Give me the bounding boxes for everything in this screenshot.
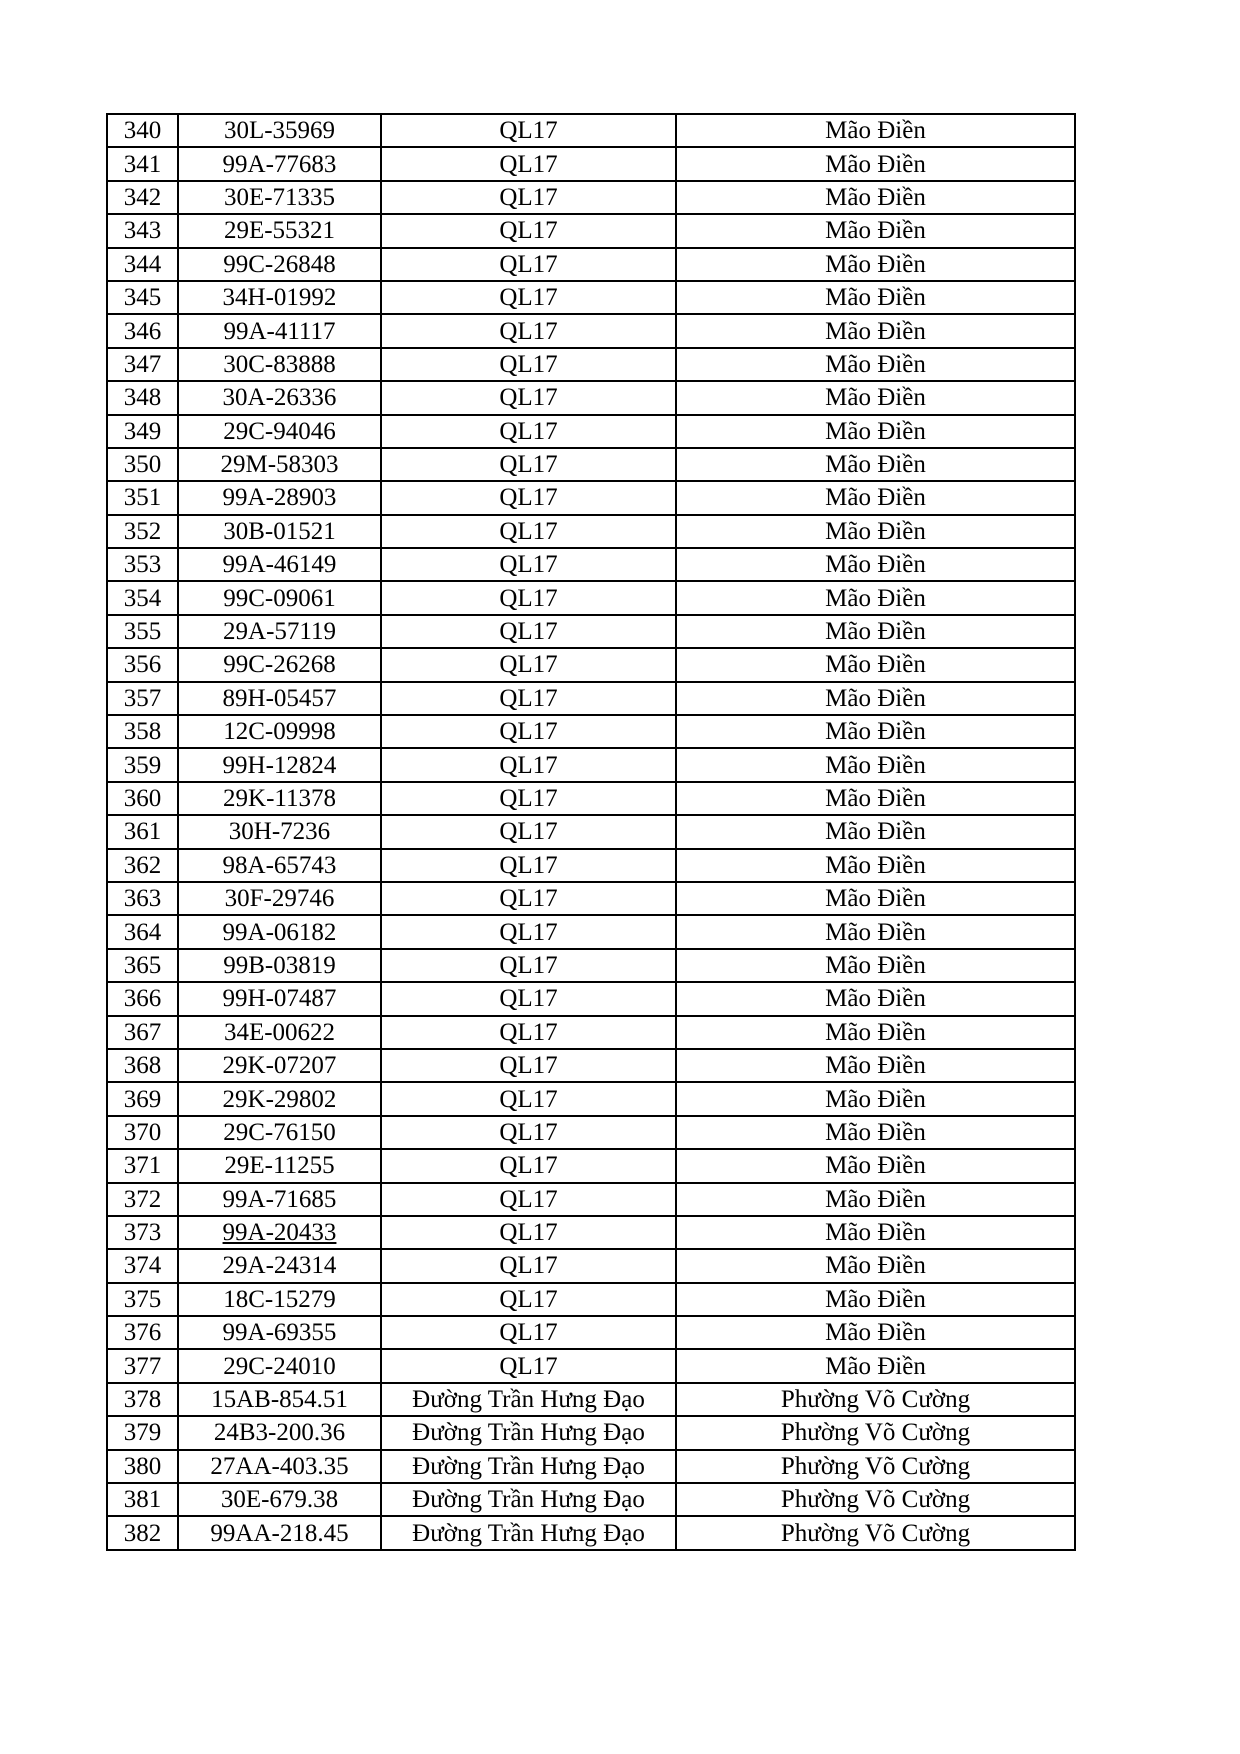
location-cell: QL17 — [381, 114, 676, 147]
ward-cell: Mão Điền — [676, 348, 1075, 381]
table-row — [107, 882, 1075, 915]
ward-cell: Mão Điền — [676, 448, 1075, 481]
row-number-cell: 342 — [107, 181, 178, 214]
license-plate-cell: 29K-11378 — [178, 782, 381, 815]
table-row — [107, 548, 1075, 581]
table-row — [107, 715, 1075, 748]
location-cell: QL17 — [381, 1216, 676, 1249]
table-row — [107, 1149, 1075, 1182]
row-number-cell: 365 — [107, 949, 178, 982]
license-plate-cell: 99B-03819 — [178, 949, 381, 982]
ward-cell: Mão Điền — [676, 915, 1075, 948]
ward-cell: Mão Điền — [676, 1216, 1075, 1249]
ward-cell: Mão Điền — [676, 715, 1075, 748]
location-cell: QL17 — [381, 581, 676, 614]
license-plate-cell: 99A-41117 — [178, 314, 381, 347]
row-number-cell: 357 — [107, 682, 178, 715]
table-row — [107, 1016, 1075, 1049]
row-number-cell: 371 — [107, 1149, 178, 1182]
license-plate-cell: 30C-83888 — [178, 348, 381, 381]
table-row — [107, 581, 1075, 614]
license-plate-cell: 30B-01521 — [178, 515, 381, 548]
license-plate-cell: 29A-57119 — [178, 615, 381, 648]
table-row — [107, 1283, 1075, 1316]
row-number-cell: 340 — [107, 114, 178, 147]
location-cell: QL17 — [381, 214, 676, 247]
license-plate-cell: 29E-55321 — [178, 214, 381, 247]
license-plate-cell: 99C-26268 — [178, 648, 381, 681]
row-number-cell: 362 — [107, 849, 178, 882]
table-row — [107, 915, 1075, 948]
ward-cell: Mão Điền — [676, 248, 1075, 281]
location-cell: QL17 — [381, 915, 676, 948]
row-number-cell: 345 — [107, 281, 178, 314]
table-row — [107, 515, 1075, 548]
ward-cell: Mão Điền — [676, 1316, 1075, 1349]
location-cell: QL17 — [381, 1349, 676, 1382]
row-number-cell: 373 — [107, 1216, 178, 1249]
row-number-cell: 375 — [107, 1283, 178, 1316]
table-body — [107, 114, 1075, 1550]
table-row — [107, 214, 1075, 247]
table-row — [107, 114, 1075, 147]
location-cell: QL17 — [381, 348, 676, 381]
ward-cell: Mão Điền — [676, 581, 1075, 614]
table-row — [107, 849, 1075, 882]
table-row — [107, 1249, 1075, 1282]
ward-cell: Mão Điền — [676, 214, 1075, 247]
table-row — [107, 682, 1075, 715]
ward-cell: Mão Điền — [676, 748, 1075, 781]
ward-cell: Mão Điền — [676, 648, 1075, 681]
location-cell: QL17 — [381, 1183, 676, 1216]
ward-cell: Mão Điền — [676, 181, 1075, 214]
license-plate-cell: 30H-7236 — [178, 815, 381, 848]
row-number-cell: 341 — [107, 147, 178, 180]
license-plate-cell: 24B3-200.36 — [178, 1416, 381, 1449]
location-cell: QL17 — [381, 147, 676, 180]
location-cell: QL17 — [381, 248, 676, 281]
table-row — [107, 1450, 1075, 1483]
location-cell: QL17 — [381, 1149, 676, 1182]
location-cell: QL17 — [381, 1116, 676, 1149]
license-plate-cell: 29E-11255 — [178, 1149, 381, 1182]
row-number-cell: 378 — [107, 1383, 178, 1416]
row-number-cell: 350 — [107, 448, 178, 481]
location-cell: QL17 — [381, 782, 676, 815]
license-plate-cell: 29C-24010 — [178, 1349, 381, 1382]
row-number-cell: 353 — [107, 548, 178, 581]
row-number-cell: 358 — [107, 715, 178, 748]
table-row — [107, 1049, 1075, 1082]
ward-cell: Mão Điền — [676, 1149, 1075, 1182]
ward-cell: Mão Điền — [676, 682, 1075, 715]
license-plate-cell: 27AA-403.35 — [178, 1450, 381, 1483]
table-row — [107, 1416, 1075, 1449]
license-plate-cell: 30E-679.38 — [178, 1483, 381, 1516]
location-cell: QL17 — [381, 949, 676, 982]
row-number-cell: 363 — [107, 882, 178, 915]
ward-cell: Mão Điền — [676, 481, 1075, 514]
location-cell: QL17 — [381, 281, 676, 314]
table-row — [107, 314, 1075, 347]
ward-cell: Phường Võ Cường — [676, 1516, 1075, 1549]
location-cell: QL17 — [381, 715, 676, 748]
row-number-cell: 379 — [107, 1416, 178, 1449]
row-number-cell: 366 — [107, 982, 178, 1015]
table-row — [107, 1082, 1075, 1115]
table-row — [107, 1116, 1075, 1149]
ward-cell: Phường Võ Cường — [676, 1450, 1075, 1483]
table-row — [107, 248, 1075, 281]
table-row — [107, 281, 1075, 314]
ward-cell: Mão Điền — [676, 849, 1075, 882]
location-cell: Đường Trần Hưng Đạo — [381, 1450, 676, 1483]
row-number-cell: 367 — [107, 1016, 178, 1049]
table-row — [107, 748, 1075, 781]
location-cell: Đường Trần Hưng Đạo — [381, 1416, 676, 1449]
location-cell: Đường Trần Hưng Đạo — [381, 1383, 676, 1416]
row-number-cell: 343 — [107, 214, 178, 247]
row-number-cell: 374 — [107, 1249, 178, 1282]
row-number-cell: 349 — [107, 415, 178, 448]
row-number-cell: 352 — [107, 515, 178, 548]
license-plate-cell: 99C-09061 — [178, 581, 381, 614]
table-row — [107, 949, 1075, 982]
ward-cell: Mão Điền — [676, 1016, 1075, 1049]
license-plate-cell: 99A-06182 — [178, 915, 381, 948]
table-row — [107, 1516, 1075, 1549]
row-number-cell: 361 — [107, 815, 178, 848]
license-plate-cell: 30F-29746 — [178, 882, 381, 915]
ward-cell: Phường Võ Cường — [676, 1383, 1075, 1416]
row-number-cell: 364 — [107, 915, 178, 948]
ward-cell: Mão Điền — [676, 515, 1075, 548]
location-cell: QL17 — [381, 682, 676, 715]
location-cell: QL17 — [381, 515, 676, 548]
row-number-cell: 360 — [107, 782, 178, 815]
ward-cell: Mão Điền — [676, 1349, 1075, 1382]
table-row — [107, 1316, 1075, 1349]
license-plate-cell: 99A-46149 — [178, 548, 381, 581]
ward-cell: Mão Điền — [676, 982, 1075, 1015]
ward-cell: Mão Điền — [676, 1049, 1075, 1082]
license-plate-cell: 99A-77683 — [178, 147, 381, 180]
table-row — [107, 1483, 1075, 1516]
location-cell: Đường Trần Hưng Đạo — [381, 1483, 676, 1516]
ward-cell: Mão Điền — [676, 381, 1075, 414]
ward-cell: Mão Điền — [676, 314, 1075, 347]
table-row — [107, 782, 1075, 815]
license-plate-cell: 18C-15279 — [178, 1283, 381, 1316]
license-plate-cell: 34E-00622 — [178, 1016, 381, 1049]
location-cell: QL17 — [381, 1249, 676, 1282]
table-row — [107, 815, 1075, 848]
ward-cell: Phường Võ Cường — [676, 1483, 1075, 1516]
license-plate-cell: 30A-26336 — [178, 381, 381, 414]
row-number-cell: 356 — [107, 648, 178, 681]
location-cell: QL17 — [381, 1316, 676, 1349]
location-cell: QL17 — [381, 882, 676, 915]
license-plate-cell: 29M-58303 — [178, 448, 381, 481]
row-number-cell: 382 — [107, 1516, 178, 1549]
table-row — [107, 481, 1075, 514]
location-cell: QL17 — [381, 448, 676, 481]
ward-cell: Mão Điền — [676, 615, 1075, 648]
license-plate-cell: 99A-20433 — [178, 1216, 381, 1249]
license-plate-cell: 29C-76150 — [178, 1116, 381, 1149]
location-cell: QL17 — [381, 314, 676, 347]
row-number-cell: 348 — [107, 381, 178, 414]
row-number-cell: 370 — [107, 1116, 178, 1149]
location-cell: QL17 — [381, 181, 676, 214]
ward-cell: Mão Điền — [676, 548, 1075, 581]
license-plate-cell: 99H-07487 — [178, 982, 381, 1015]
table-row — [107, 648, 1075, 681]
location-cell: QL17 — [381, 982, 676, 1015]
ward-cell: Mão Điền — [676, 1082, 1075, 1115]
ward-cell: Mão Điền — [676, 949, 1075, 982]
row-number-cell: 369 — [107, 1082, 178, 1115]
row-number-cell: 380 — [107, 1450, 178, 1483]
ward-cell: Mão Điền — [676, 1283, 1075, 1316]
table-row — [107, 1349, 1075, 1382]
table-row — [107, 1383, 1075, 1416]
row-number-cell: 355 — [107, 615, 178, 648]
table-row — [107, 1216, 1075, 1249]
license-plate-cell: 99AA-218.45 — [178, 1516, 381, 1549]
license-plate-cell: 29C-94046 — [178, 415, 381, 448]
license-plate-cell: 89H-05457 — [178, 682, 381, 715]
location-cell: QL17 — [381, 849, 676, 882]
license-plate-cell: 30E-71335 — [178, 181, 381, 214]
row-number-cell: 377 — [107, 1349, 178, 1382]
table-row — [107, 147, 1075, 180]
ward-cell: Mão Điền — [676, 782, 1075, 815]
table-row — [107, 415, 1075, 448]
license-plate-cell: 12C-09998 — [178, 715, 381, 748]
row-number-cell: 376 — [107, 1316, 178, 1349]
location-cell: QL17 — [381, 481, 676, 514]
license-plate-cell: 99C-26848 — [178, 248, 381, 281]
license-plate-cell: 99H-12824 — [178, 748, 381, 781]
license-plate-cell: 29K-07207 — [178, 1049, 381, 1082]
row-number-cell: 346 — [107, 314, 178, 347]
table-row — [107, 982, 1075, 1015]
table-row — [107, 1183, 1075, 1216]
location-cell: QL17 — [381, 1283, 676, 1316]
location-cell: Đường Trần Hưng Đạo — [381, 1516, 676, 1549]
row-number-cell: 354 — [107, 581, 178, 614]
violations-table — [106, 113, 1076, 1551]
location-cell: QL17 — [381, 615, 676, 648]
row-number-cell: 359 — [107, 748, 178, 781]
ward-cell: Mão Điền — [676, 281, 1075, 314]
table-row — [107, 448, 1075, 481]
location-cell: QL17 — [381, 648, 676, 681]
ward-cell: Mão Điền — [676, 1116, 1075, 1149]
license-plate-cell: 15AB-854.51 — [178, 1383, 381, 1416]
row-number-cell: 344 — [107, 248, 178, 281]
ward-cell: Mão Điền — [676, 1183, 1075, 1216]
location-cell: QL17 — [381, 815, 676, 848]
ward-cell: Phường Võ Cường — [676, 1416, 1075, 1449]
ward-cell: Mão Điền — [676, 815, 1075, 848]
ward-cell: Mão Điền — [676, 1249, 1075, 1282]
location-cell: QL17 — [381, 415, 676, 448]
table-row — [107, 181, 1075, 214]
license-plate-cell: 34H-01992 — [178, 281, 381, 314]
license-plate-cell: 30L-35969 — [178, 114, 381, 147]
ward-cell: Mão Điền — [676, 882, 1075, 915]
location-cell: QL17 — [381, 381, 676, 414]
location-cell: QL17 — [381, 548, 676, 581]
row-number-cell: 347 — [107, 348, 178, 381]
location-cell: QL17 — [381, 1049, 676, 1082]
table-row — [107, 615, 1075, 648]
table-row — [107, 348, 1075, 381]
row-number-cell: 372 — [107, 1183, 178, 1216]
location-cell: QL17 — [381, 1082, 676, 1115]
ward-cell: Mão Điền — [676, 415, 1075, 448]
row-number-cell: 381 — [107, 1483, 178, 1516]
license-plate-cell: 99A-69355 — [178, 1316, 381, 1349]
row-number-cell: 368 — [107, 1049, 178, 1082]
license-plate-cell: 29K-29802 — [178, 1082, 381, 1115]
license-plate-cell: 99A-71685 — [178, 1183, 381, 1216]
location-cell: QL17 — [381, 748, 676, 781]
ward-cell: Mão Điền — [676, 147, 1075, 180]
location-cell: QL17 — [381, 1016, 676, 1049]
ward-cell: Mão Điền — [676, 114, 1075, 147]
license-plate-cell: 98A-65743 — [178, 849, 381, 882]
license-plate-cell: 99A-28903 — [178, 481, 381, 514]
table-row — [107, 381, 1075, 414]
row-number-cell: 351 — [107, 481, 178, 514]
license-plate-cell: 29A-24314 — [178, 1249, 381, 1282]
